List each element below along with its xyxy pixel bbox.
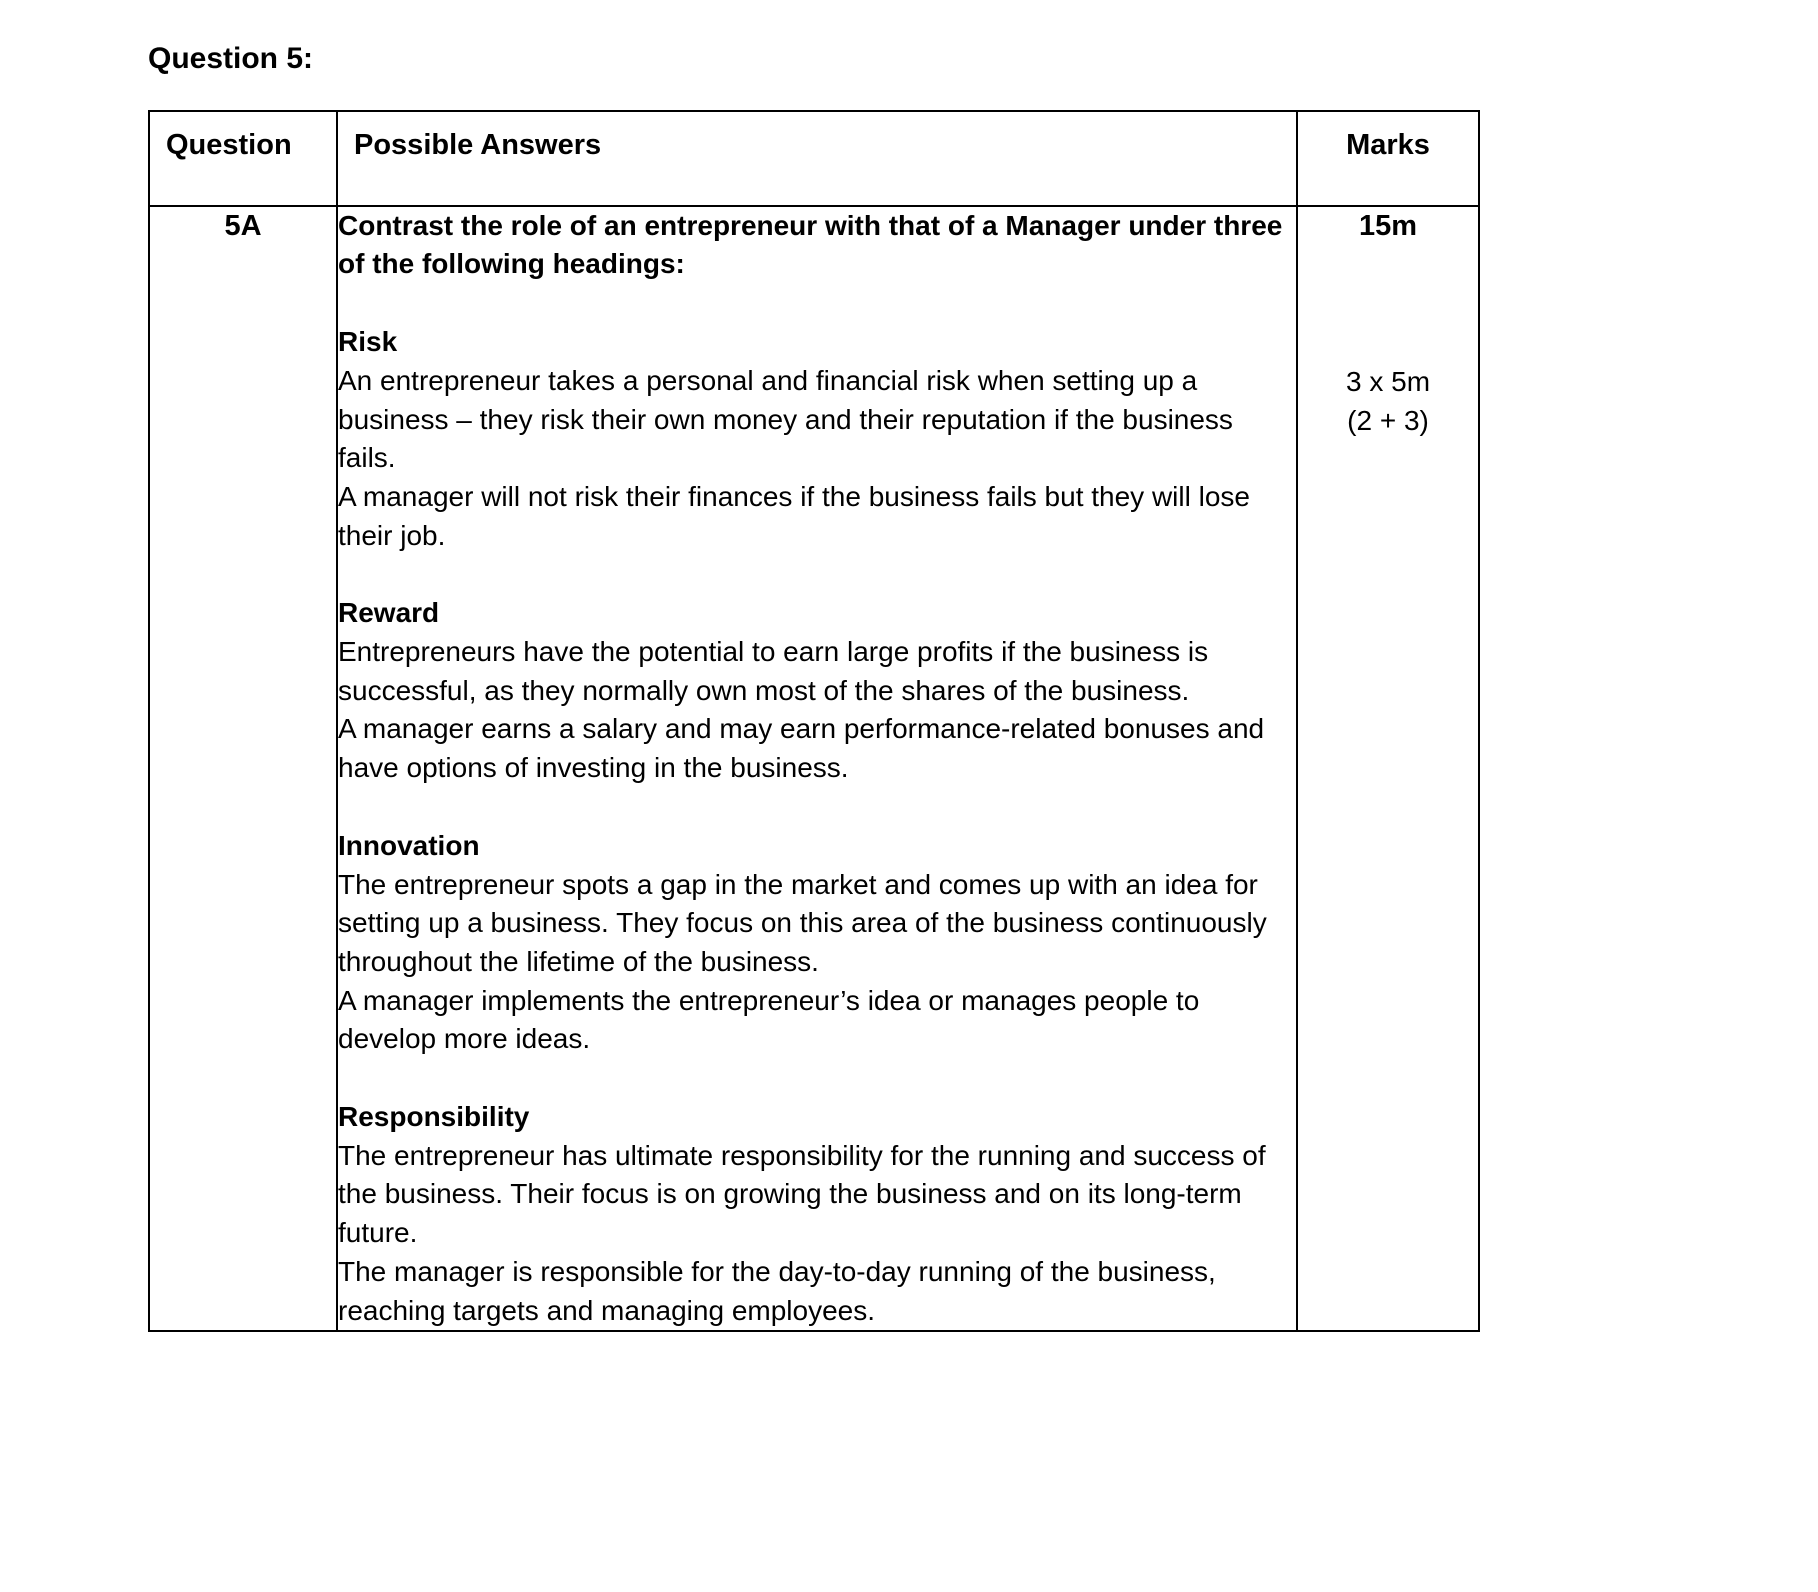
marks-breakdown-line2: (2 + 3) [1347, 405, 1429, 437]
header-marks: Marks [1297, 111, 1479, 206]
marks-breakdown-line1: 3 x 5m [1345, 366, 1431, 398]
answer-intro: Contrast the role of an entrepreneur with that of a Manager under three of the following headings: [338, 209, 1283, 280]
section-reward-heading: Reward [338, 597, 440, 629]
question-id-cell [149, 206, 337, 1332]
section-innovation-heading: Innovation [338, 829, 480, 861]
marking-scheme-table [148, 110, 1480, 1332]
section-responsibility-paragraph: The manager is responsible for the day-to-day running of the business, reaching targets and managing employees. [338, 1255, 1216, 1326]
section-risk-paragraph: An entrepreneur takes a personal and financial risk when setting up a business – they risk their own money and their reputation if the business fails. [338, 364, 1233, 474]
section-responsibility [338, 1098, 1296, 1330]
question-heading: Question 5: [148, 42, 314, 75]
section-risk [338, 323, 1296, 555]
section-reward-paragraph: A manager earns a salary and may earn performance-related bonuses and have options of investing in the business. [338, 713, 1265, 784]
section-reward-paragraph: Entrepreneurs have the potential to earn large profits if the business is successful, as they normally own most of the shares of the business. [338, 636, 1209, 706]
section-reward [338, 594, 1296, 788]
marks-cell [1297, 206, 1479, 1332]
header-question: Question [149, 111, 337, 206]
section-responsibility-heading: Responsibility [338, 1101, 530, 1133]
marks-total: 15m [1358, 209, 1418, 242]
table-header-row [149, 111, 1479, 206]
section-risk-heading: Risk [338, 326, 398, 358]
header-possible-answers: Possible Answers [337, 111, 1297, 206]
table-row [149, 206, 1479, 1332]
section-innovation-paragraph: The entrepreneur spots a gap in the market and comes up with an idea for setting up a business. They focus on this area of the business continuously throughout the lifetime of the business. [338, 868, 1267, 977]
section-responsibility-paragraph: The entrepreneur has ultimate responsibility for the running and success of the business. Their focus is on growing the business and on its long-term future. [338, 1139, 1266, 1249]
section-risk-paragraph: A manager will not risk their finances if the business fails but they will lose their job. [338, 480, 1250, 551]
possible-answers-cell [337, 206, 1297, 1332]
section-innovation-paragraph: A manager implements the entrepreneur’s idea or manages people to develop more ideas. [338, 984, 1200, 1055]
section-innovation [338, 827, 1296, 1059]
question-id: 5A [224, 209, 262, 242]
